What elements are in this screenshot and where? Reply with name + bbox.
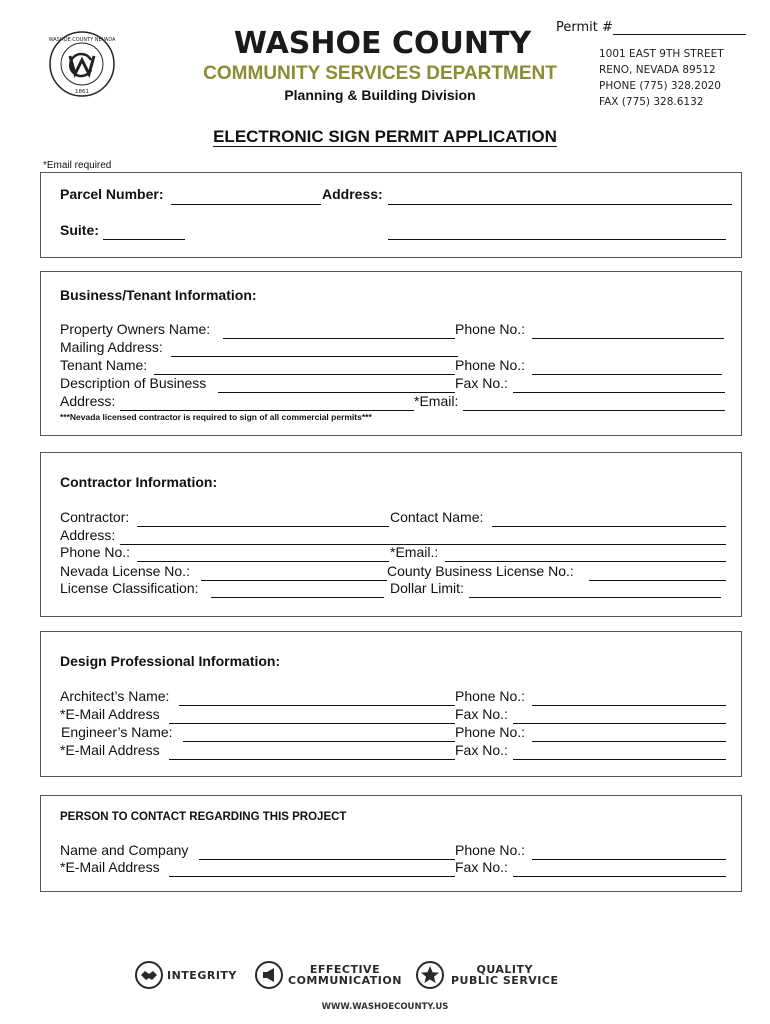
contact-phone-field[interactable]	[532, 859, 726, 860]
county-license-field[interactable]	[589, 580, 726, 581]
address-field[interactable]	[388, 204, 732, 205]
communication-value: EFFECTIVE COMMUNICATION	[254, 960, 402, 990]
division-name: Planning & Building Division	[284, 87, 476, 103]
dollar-limit-label: Dollar Limit:	[390, 580, 464, 596]
business-address-field[interactable]	[120, 410, 414, 411]
engineer-fax-label: Fax No.:	[455, 742, 508, 758]
name-company-field[interactable]	[199, 859, 455, 860]
mailing-address-field[interactable]	[171, 356, 458, 357]
address-line: PHONE (775) 328.2020	[599, 80, 721, 92]
address-line: RENO, NEVADA 89512	[599, 64, 716, 76]
county-name: WASHOE COUNTY	[233, 26, 532, 61]
website-link[interactable]: WWW.WASHOECOUNTY.US	[321, 1002, 449, 1012]
engineer-phone-field[interactable]	[532, 741, 726, 742]
contact-email-label: *E-Mail Address	[60, 859, 160, 875]
architect-email-label: *E-Mail Address	[60, 706, 160, 722]
parcel-number-field[interactable]	[171, 204, 321, 205]
contractor-heading: Contractor Information:	[60, 474, 218, 490]
parcel-section	[40, 172, 742, 258]
phone-field[interactable]	[532, 338, 724, 339]
contact-name-label: Contact Name:	[390, 509, 484, 525]
handshake-icon	[134, 960, 164, 990]
design-professional-section	[40, 631, 742, 777]
architect-phone-label: Phone No.:	[455, 688, 526, 704]
fax-label: Fax No.:	[455, 375, 508, 391]
parcel-number-label: Parcel Number:	[60, 186, 164, 202]
department-name: COMMUNITY SERVICES DEPARTMENT	[203, 63, 557, 84]
address-line-2-field[interactable]	[388, 239, 726, 240]
architect-phone-field[interactable]	[532, 705, 726, 706]
owners-name-field[interactable]	[223, 338, 455, 339]
county-seal-icon	[48, 30, 116, 98]
svg-text:WASHOE COUNTY NEVADA: WASHOE COUNTY NEVADA	[48, 37, 116, 43]
email-required-note: *Email required	[43, 160, 112, 171]
contact-email-field[interactable]	[169, 876, 455, 877]
megaphone-icon	[254, 960, 284, 990]
business-tenant-section	[40, 271, 742, 436]
business-heading: Business/Tenant Information:	[60, 287, 257, 303]
phone-label: Phone No.:	[455, 357, 526, 373]
owners-name-label: Property Owners Name:	[60, 321, 211, 337]
architect-name-label: Architect’s Name:	[60, 688, 170, 704]
mailing-address-label: Mailing Address:	[60, 339, 163, 355]
form-title: ELECTRONIC SIGN PERMIT APPLICATION	[213, 127, 557, 146]
permit-number-field[interactable]	[556, 20, 746, 35]
contractor-label: Contractor:	[60, 509, 130, 525]
star-icon	[415, 960, 445, 990]
nv-license-field[interactable]	[201, 580, 387, 581]
architect-name-field[interactable]	[179, 705, 455, 706]
architect-fax-label: Fax No.:	[455, 706, 508, 722]
classification-label: License Classification:	[60, 580, 199, 596]
contractor-field[interactable]	[137, 526, 389, 527]
contact-phone-label: Phone No.:	[455, 842, 526, 858]
tenant-name-label: Tenant Name:	[60, 357, 148, 373]
suite-label: Suite:	[60, 222, 99, 238]
design-heading: Design Professional Information:	[60, 653, 281, 669]
contractor-email-field[interactable]	[445, 561, 726, 562]
address-line: FAX (775) 328.6132	[599, 96, 704, 108]
address-label: Address:	[322, 186, 383, 202]
contact-heading: PERSON TO CONTACT REGARDING THIS PROJECT	[60, 811, 347, 823]
architect-email-field[interactable]	[169, 723, 455, 724]
engineer-fax-field[interactable]	[513, 759, 726, 760]
engineer-email-label: *E-Mail Address	[60, 742, 160, 758]
contact-person-section	[40, 795, 742, 892]
phone-label: Phone No.:	[455, 321, 526, 337]
contractor-note: ***Nevada licensed contractor is required to sign of all commercial permits***	[60, 412, 372, 422]
permit-label: Permit #	[556, 20, 613, 35]
engineer-name-field[interactable]	[183, 741, 455, 742]
contractor-phone-label: Phone No.:	[60, 544, 131, 560]
contact-name-field[interactable]	[492, 526, 726, 527]
classification-field[interactable]	[211, 597, 384, 598]
contact-fax-field[interactable]	[513, 876, 726, 877]
address-line: 1001 EAST 9TH STREET	[599, 48, 724, 60]
architect-fax-field[interactable]	[513, 723, 726, 724]
county-license-label: County Business License No.:	[387, 563, 574, 579]
contractor-phone-field[interactable]	[137, 561, 389, 562]
integrity-value: INTEGRITY	[134, 960, 237, 990]
engineer-email-field[interactable]	[169, 759, 455, 760]
tenant-phone-field[interactable]	[532, 374, 722, 375]
business-address-label: Address:	[60, 393, 116, 409]
contractor-email-label: *Email.:	[390, 544, 439, 560]
contractor-address-label: Address:	[60, 527, 116, 543]
fax-field[interactable]	[513, 392, 725, 393]
dollar-limit-field[interactable]	[469, 597, 721, 598]
suite-field[interactable]	[103, 239, 185, 240]
svg-text:1861: 1861	[75, 89, 89, 95]
engineer-name-label: Engineer’s Name:	[61, 724, 173, 740]
description-label: Description of Business	[60, 375, 207, 391]
nv-license-label: Nevada License No.:	[60, 563, 190, 579]
name-company-label: Name and Company	[60, 842, 189, 858]
contractor-section	[40, 452, 742, 617]
quality-value: QUALITY PUBLIC SERVICE	[415, 960, 558, 990]
contact-fax-label: Fax No.:	[455, 859, 508, 875]
email-field[interactable]	[463, 410, 725, 411]
engineer-phone-label: Phone No.:	[455, 724, 526, 740]
department-address	[599, 46, 724, 110]
email-label: *Email:	[414, 393, 459, 409]
